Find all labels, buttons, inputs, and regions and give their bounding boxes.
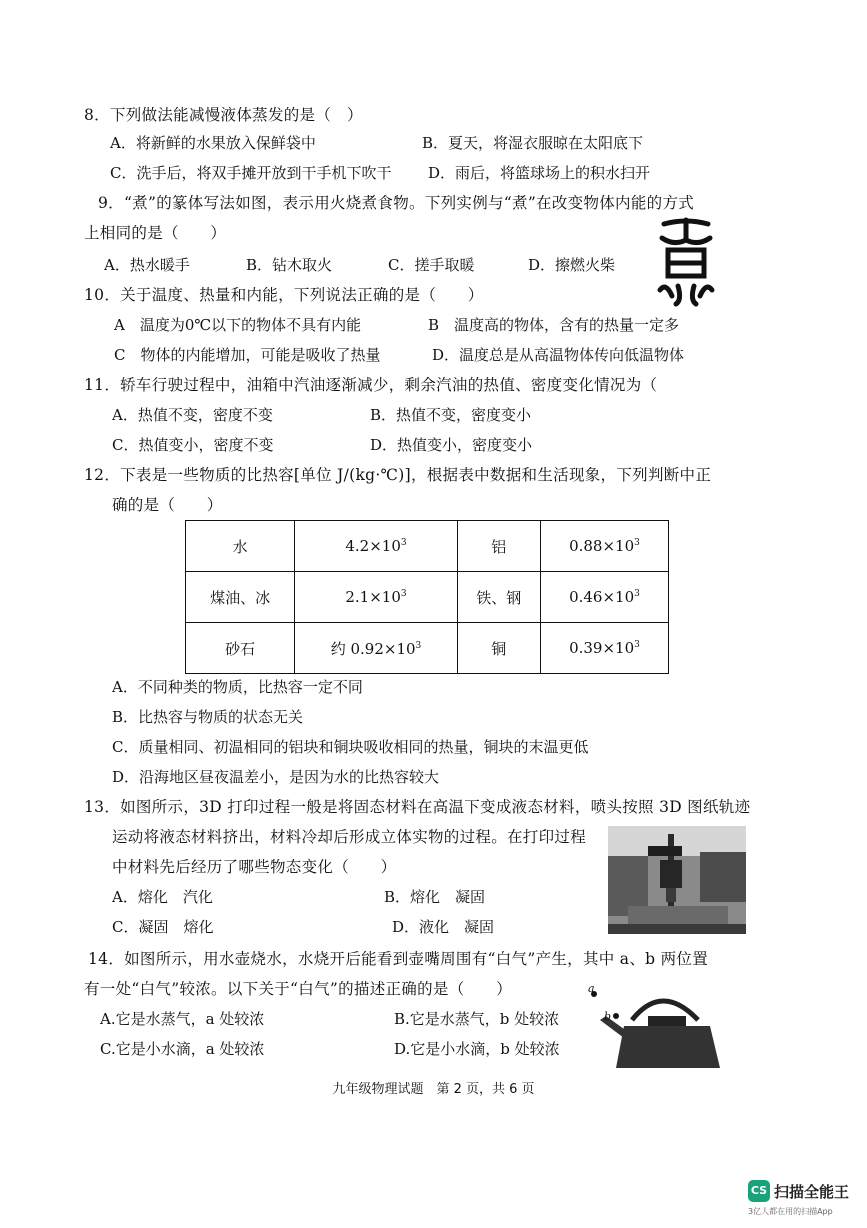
- q11-option-d: D．热值变小，密度变小: [370, 436, 533, 454]
- q14-stem-line1: 14．如图所示，用水壶烧水，水烧开后能看到壶嘴周围有“白气”产生，其中 a、b 两位置: [88, 950, 708, 968]
- 3d-printer-photo: [608, 826, 746, 934]
- table-cell: 铝: [457, 521, 540, 572]
- q9-stem-line2: 上相同的是（ ）: [84, 224, 227, 242]
- q12-stem-line2: 确的是（ ）: [112, 496, 223, 514]
- q8-stem: 8．下列做法能减慢液体蒸发的是（ ）: [84, 106, 363, 124]
- q9-option-b: B．钻木取火: [246, 256, 333, 274]
- table-cell: 约 $0.92\times 10^3$: [295, 623, 457, 674]
- table-cell: 砂石: [186, 623, 295, 674]
- kettle-figure: [586, 980, 738, 1072]
- table-row: [186, 572, 669, 623]
- camscanner-name: 扫描全能王: [774, 1183, 850, 1201]
- table-row: [186, 623, 669, 674]
- q13-stem-line1: 13．如图所示，3D 打印过程一般是将固态材料在高温下变成液态材料，喷头按照 3D 图纸轨迹: [84, 798, 751, 816]
- position-label-b: b: [604, 1010, 612, 1023]
- q13-stem-line2: 运动将液态材料挤出，材料冷却后形成立体实物的过程。在打印过程: [112, 828, 587, 846]
- q11-stem: 11．轿车行驶过程中，油箱中汽油逐渐减少，剩余汽油的热值、密度变化情况为（: [84, 376, 658, 394]
- q11-option-b: B．热值不变，密度变小: [370, 406, 532, 424]
- q11-option-c: C．热值变小，密度不变: [112, 436, 274, 454]
- q11-option-a: A．热值不变，密度不变: [112, 406, 273, 424]
- q12-option-a: A．不同种类的物质，比热容一定不同: [112, 678, 363, 696]
- q10-option-c: C 物体的内能增加，可能是吸收了热量: [114, 346, 381, 364]
- q9-stem-line1: 9．“煮”的篆体写法如图，表示用火烧煮食物。下列实例与“煮”在改变物体内能的方式: [98, 194, 695, 212]
- table-cell: 煤油、冰: [186, 572, 295, 623]
- table-cell: $0.88\times 10^3$: [540, 521, 668, 572]
- kettle-icon: [586, 980, 738, 1072]
- q12-option-c: C．质量相同、初温相同的铝块和铜块吸收相同的热量，铜块的末温更低: [112, 738, 589, 756]
- q10-option-d: D．温度总是从高温物体传向低温物体: [432, 346, 685, 364]
- table-cell: $0.46\times 10^3$: [540, 572, 668, 623]
- q10-option-a: A 温度为0℃以下的物体不具有内能: [114, 316, 362, 334]
- q13-option-d: D．液化 凝固: [392, 918, 495, 936]
- table-cell: 铜: [457, 623, 540, 674]
- q8-option-a: A．将新鲜的水果放入保鲜袋中: [110, 134, 316, 152]
- q14-option-b: B.它是水蒸气，b 处较浓: [394, 1010, 560, 1028]
- q14-stem-line2: 有一处“白气”较浓。以下关于“白气”的描述正确的是（ ）: [84, 980, 512, 998]
- table-cell: $2.1\times 10^3$: [295, 572, 457, 623]
- q9-option-a: A．热水暖手: [104, 256, 190, 274]
- q14-option-d: D.它是小水滴，b 处较浓: [394, 1040, 560, 1058]
- q8-option-b: B．夏天，将湿衣服晾在太阳底下: [422, 134, 644, 152]
- seal-script-zhu-icon: [654, 216, 718, 308]
- position-label-a: a: [588, 982, 595, 995]
- q12-stem-line1: 12．下表是一些物质的比热容[单位 J/(kg·℃)]，根据表中数据和生活现象，下列判断中正: [84, 466, 712, 484]
- table-cell: 水: [186, 521, 295, 572]
- camscanner-tagline: 3亿人都在用的扫描App: [748, 1207, 833, 1216]
- q9-option-c: C．搓手取暖: [388, 256, 475, 274]
- specific-heat-table: [185, 520, 669, 674]
- q8-option-c: C．洗手后，将双手摊开放到干手机下吹干: [110, 164, 392, 182]
- q12-option-d: D．沿海地区昼夜温差小，是因为水的比热容较大: [112, 768, 440, 786]
- q14-option-c: C.它是小水滴，a 处较浓: [100, 1040, 265, 1058]
- page-footer: 九年级物理试题 第 2 页，共 6 页: [332, 1082, 535, 1097]
- q14-option-a: A.它是水蒸气，a 处较浓: [100, 1010, 265, 1028]
- q9-option-d: D．擦燃火柴: [528, 256, 616, 274]
- table-cell: $0.39\times 10^3$: [540, 623, 668, 674]
- q13-option-b: B．熔化 凝固: [384, 888, 486, 906]
- q10-stem: 10．关于温度、热量和内能，下列说法正确的是（ ）: [84, 286, 484, 304]
- table-row: [186, 521, 669, 572]
- q8-option-d: D．雨后，将篮球场上的积水扫开: [428, 164, 651, 182]
- camscanner-logo-icon: CS: [748, 1180, 770, 1202]
- q13-option-a: A．熔化 汽化: [112, 888, 213, 906]
- q13-stem-line3: 中材料先后经历了哪些物态变化（ ）: [112, 858, 397, 876]
- q12-option-b: B．比热容与物质的状态无关: [112, 708, 304, 726]
- table-cell: $4.2\times 10^3$: [295, 521, 457, 572]
- q10-option-b: B 温度高的物体，含有的热量一定多: [428, 316, 680, 334]
- camscanner-watermark: [748, 1180, 858, 1220]
- table-cell: 铁、钢: [457, 572, 540, 623]
- q13-option-c: C．凝固 熔化: [112, 918, 214, 936]
